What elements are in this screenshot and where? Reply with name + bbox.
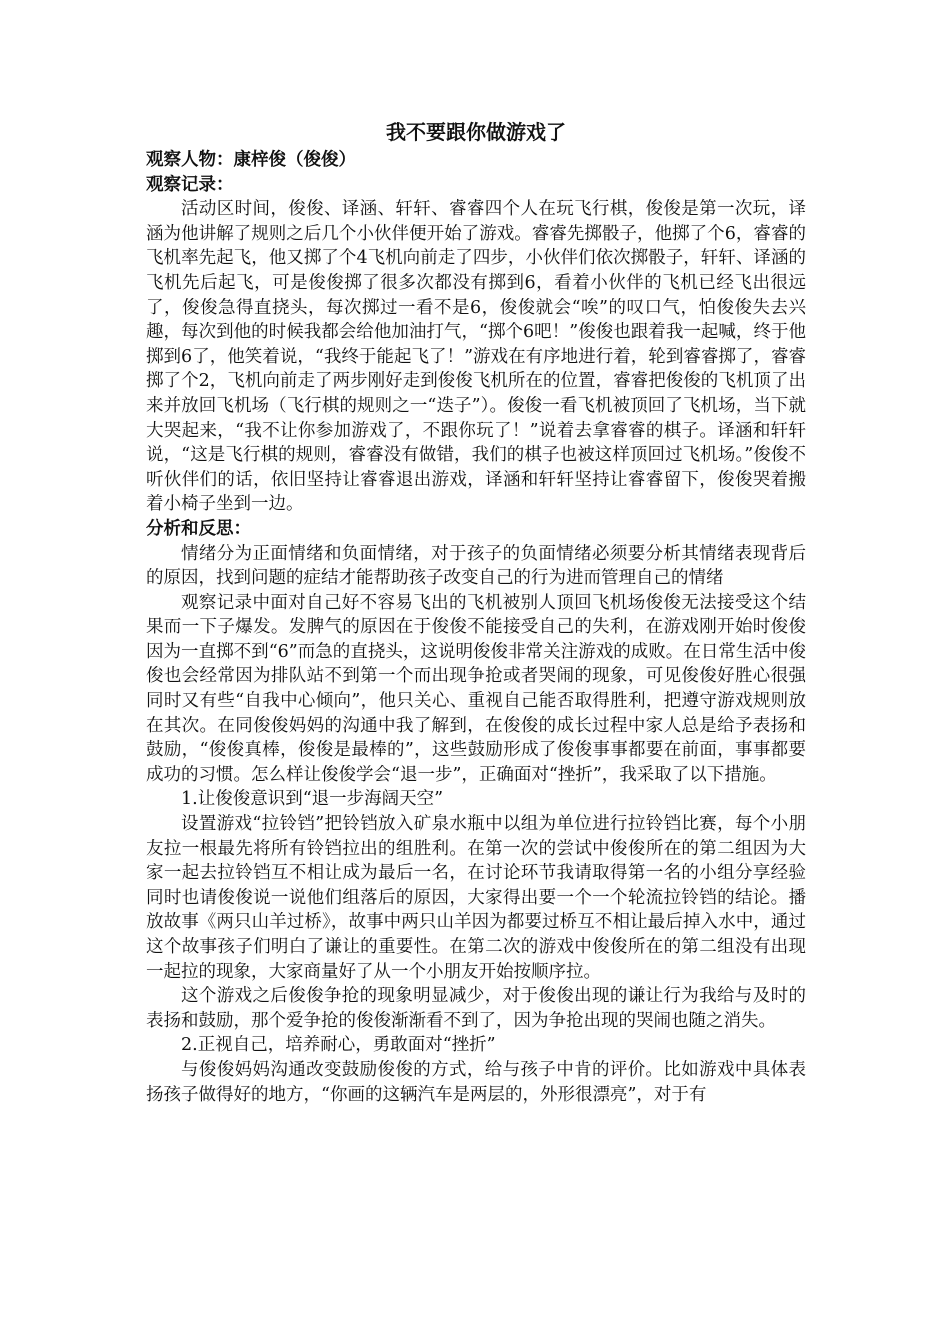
analysis-paragraph: 情绪分为正面情绪和负面情绪，对于孩子的负面情绪必须要分析其情绪表现背后的原因，找到问题的症结才能帮助孩子改变自己的行为进而管理自己的情绪 (146, 543, 806, 589)
record-paragraph: 活动区时间，俊俊、译涵、轩轩、睿睿四个人在玩飞行棋，俊俊是第一次玩，译涵为他讲解了规则之后几个小伙伴便开始了游戏。睿睿先掷骰子，他掷了个6，睿睿的飞机率先起飞，他又掷了个4飞机向前走了四步，小伙伴们依次掷骰子，轩轩、译涵的飞机先后起飞，可是俊俊掷了很多次都没有掷到6，看着小伙伴的飞机已经飞出很远了，俊俊急得直挠头，每次掷过一看不是6，俊俊就会“唉”的叹口气，怕俊俊失去兴趣，每次到他的时候我都会给他加油打气，“掷个6吧！”俊俊也跟着我一起喊，终于他掷到6了，他笑着说，“我终于能起飞了！”游戏在有序地进行着，轮到睿睿掷了，睿睿掷了个2，飞机向前走了两步刚好走到俊俊飞机所在的位置，睿睿把俊俊的飞机顶了出来并放回飞机场（飞行棋的规则之一“迭子”）。俊俊一看飞机被顶回了飞机场，当下就大哭起来，“我不让你参加游戏了，不跟你玩了！”说着去拿睿睿的棋子。译涵和轩轩说，“这是飞行棋的规则，睿睿没有做错，我们的棋子也被这样顶回过飞机场。”俊俊不听伙伴们的话，依旧坚持让睿睿退出游戏，译涵和轩轩坚持让睿睿留下，俊俊哭着搬着小椅子坐到一边。 (146, 199, 806, 515)
document-page (146, 118, 806, 1107)
analysis-paragraph: 观察记录中面对自己好不容易飞出的飞机被别人顶回飞机场俊俊无法接受这个结果而一下子爆发。发脾气的原因在于俊俊不能接受自己的失利，在游戏刚开始时俊俊因为一直掷不到“6”而急的直挠头，这说明俊俊非常关注游戏的成败。在日常生活中俊俊也会经常因为排队站不到第一个而出现争抢或者哭闹的现象，可见俊俊好胜心很强同时又有些“自我中心倾向”，他只关心、重视自己能否取得胜利，把遵守游戏规则放在其次。在同俊俊妈妈的沟通中我了解到，在俊俊的成长过程中家人总是给予表扬和鼓励，“俊俊真棒，俊俊是最棒的”，这些鼓励形成了俊俊事事都要在前面，事事都要成功的习惯。怎么样让俊俊学会“退一步”，正确面对“挫折”，我采取了以下措施。 (146, 592, 806, 785)
subject-line: 观察人物：康梓俊（俊俊） (146, 150, 356, 170)
measure-1-title: 1.让俊俊意识到“退一步海阔天空” (181, 789, 444, 810)
analysis-heading: 分析和反思： (146, 518, 251, 539)
measure-1-paragraph: 设置游戏“拉铃铛”把铃铛放入矿泉水瓶中以组为单位进行拉铃铛比赛，每个小朋友拉一根最先将所有铃铛拉出的组胜利。在第一次的尝试中俊俊所在的第二组因为大家一起去拉铃铛互不相让成为最后一名，在讨论环节我请取得第一名的小组分享经验同时也请俊俊说一说他们组落后的原因，大家得出要一个一个轮流拉铃铛的结论。播放故事《两只山羊过桥》，故事中两只山羊因为都要过桥互不相让最后掉入水中，通过这个故事孩子们明白了谦让的重要性。在第二次的游戏中俊俊所在的第二组没有出现一起拉的现象，大家商量好了从一个小朋友开始按顺序拉。 (146, 814, 806, 982)
document-title: 我不要跟你做游戏了 (386, 120, 566, 144)
measure-1-paragraph: 这个游戏之后俊俊争抢的现象明显减少，对于俊俊出现的谦让行为我给与及时的表扬和鼓励，那个爱争抢的俊俊渐渐看不到了，因为争抢出现的哭闹也随之消失。 (146, 986, 806, 1031)
measure-2-title: 2.正视自己，培养耐心，勇敢面对“挫折” (181, 1035, 496, 1056)
measure-2-paragraph: 与俊俊妈妈沟通改变鼓励俊俊的方式，给与孩子中肯的评价。比如游戏中具体表扬孩子做得好的地方，“你画的这辆汽车是两层的，外形很漂亮”，对于有 (146, 1059, 806, 1105)
record-heading: 观察记录： (146, 174, 234, 195)
